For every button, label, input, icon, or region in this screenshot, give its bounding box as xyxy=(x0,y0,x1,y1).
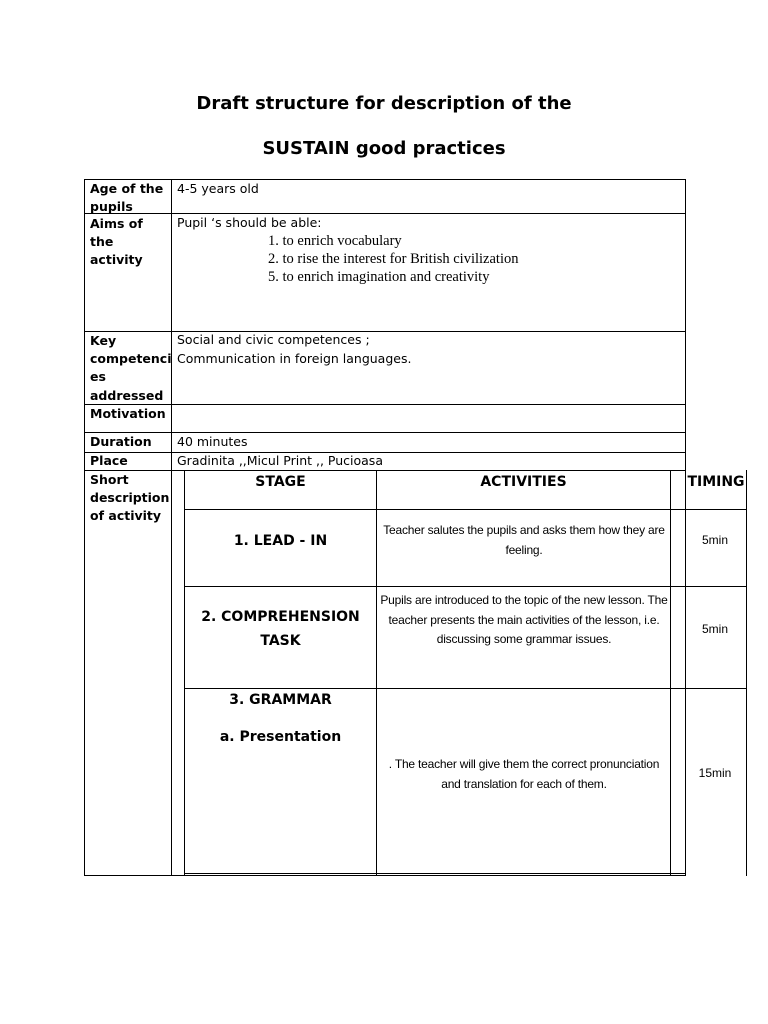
aims-item: 1. to enrich vocabulary xyxy=(268,233,402,249)
stage-lead-in: 1. LEAD - IN xyxy=(233,533,328,549)
value-age: 4-5 years old xyxy=(177,181,259,196)
aims-intro: Pupil ‘s should be able: xyxy=(177,215,322,230)
label-place: Place xyxy=(90,453,128,468)
label-key-competences: Key competenci es addressed xyxy=(90,333,172,403)
timing-comprehension: 5min xyxy=(701,622,728,636)
aims-item: 2. to rise the interest for British civilization xyxy=(268,251,519,267)
header-timing: TIMING xyxy=(687,474,745,490)
header-stage: STAGE xyxy=(255,474,306,490)
label-age: Age of the pupils xyxy=(90,181,164,214)
label-aims: Aims of the activity xyxy=(90,216,143,267)
activity-comprehension: Pupils are introduced to the topic of the new lesson. The teacher presents the main activities of the lesson, i.e. discussing some grammar issues. xyxy=(380,593,668,646)
activity-grammar: . The teacher will give them the correct pronunciation and translation for each of them. xyxy=(388,757,660,791)
stage-grammar: 3. GRAMMAR xyxy=(229,692,332,708)
value-duration: 40 minutes xyxy=(177,434,248,449)
activity-lead-in: Teacher salutes the pupils and asks them how they are feeling. xyxy=(383,523,665,557)
label-duration: Duration xyxy=(90,434,152,449)
key-competence-line: Social and civic competences ; xyxy=(177,332,370,347)
label-short-description: Short description of activity xyxy=(90,472,170,523)
aims-item: 5. to enrich imagination and creativity xyxy=(268,269,490,285)
timing-lead-in: 5min xyxy=(701,533,728,547)
value-place: Gradinita ,,Micul Print ,, Pucioasa xyxy=(177,453,383,468)
document-title-line2: SUSTAIN good practices xyxy=(262,138,506,159)
timing-grammar: 15min xyxy=(698,766,732,780)
stage-comprehension: 2. COMPREHENSION TASK xyxy=(201,609,360,649)
key-competence-line: Communication in foreign languages. xyxy=(177,351,412,366)
header-activities: ACTIVITIES xyxy=(480,474,567,490)
document-title-line1: Draft structure for description of the xyxy=(196,93,572,114)
substage-presentation: a. Presentation xyxy=(219,729,342,745)
label-motivation: Motivation xyxy=(90,406,166,421)
